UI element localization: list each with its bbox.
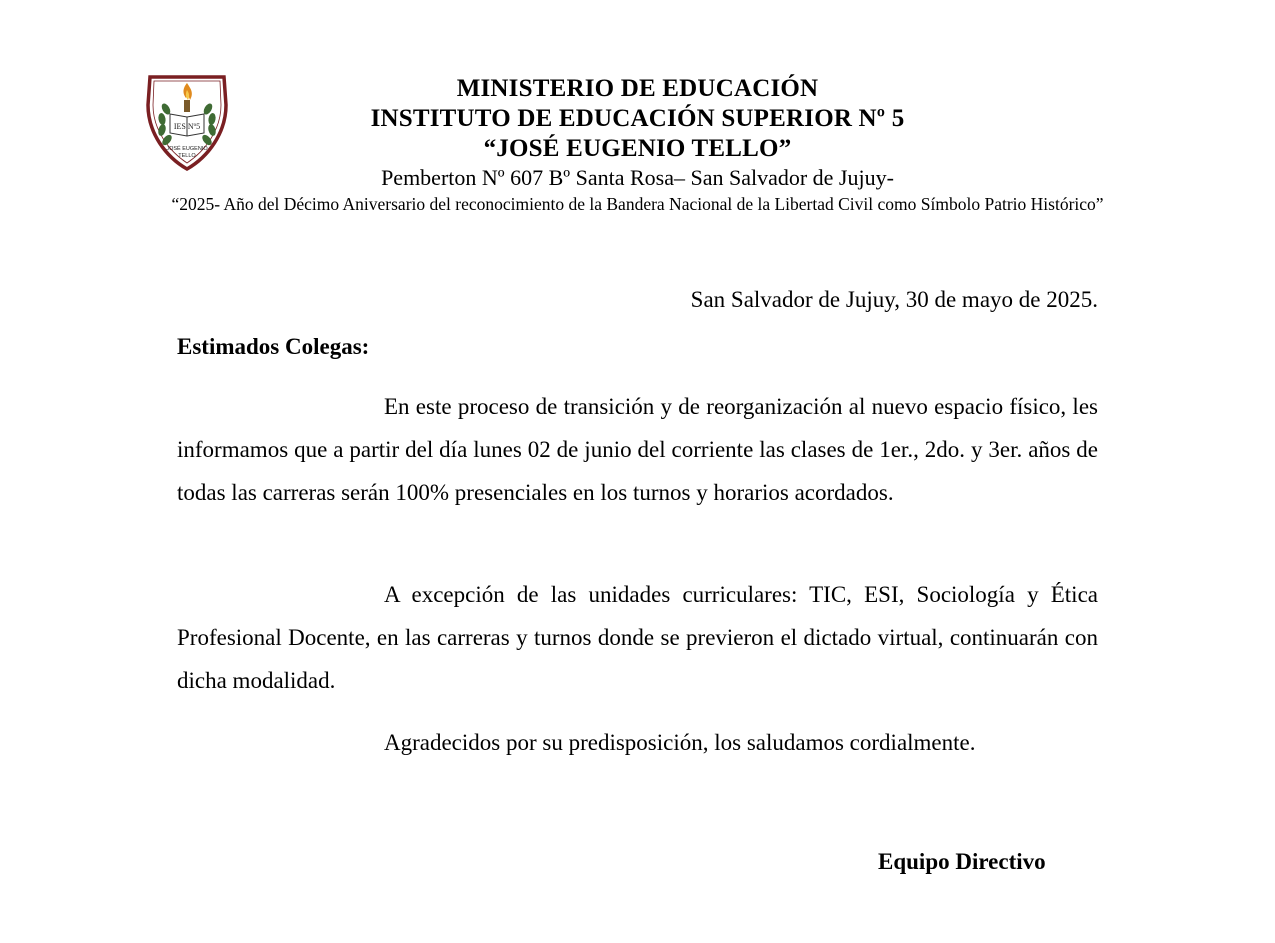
logo-book-text: IES Nº5 <box>173 122 201 131</box>
letter-paragraph-2: A excepción de las unidades curriculares: TIC, ESI, Sociología y Ética Profesional Docente, en las carreras y turnos donde se previeron el dictado virtual, continuarán con dicha modalidad. <box>177 582 1098 693</box>
year-motto: “2025- Año del Décimo Aniversario del reconocimiento de la Bandera Nacional de la Libertad Civil como Símbolo Patrio Histórico” <box>171 194 1104 214</box>
institute-title: INSTITUTO DE EDUCACIÓN SUPERIOR Nº 5 <box>370 105 905 132</box>
letter-paragraph-3: Agradecidos por su predisposición, los saludamos cordialmente. <box>384 730 976 755</box>
letter-greeting: Estimados Colegas: <box>177 334 370 359</box>
ministry-title: MINISTERIO DE EDUCACIÓN <box>456 75 819 102</box>
letter-signature: Equipo Directivo <box>878 849 1046 874</box>
institute-name: “JOSÉ EUGENIO TELLO” <box>483 135 792 162</box>
letterhead <box>140 74 1135 215</box>
logo-ribbon-line1: JOSÉ EUGENIO <box>166 146 208 152</box>
letter-date: San Salvador de Jujuy, 30 de mayo de 2025. <box>690 287 1098 312</box>
letter-paragraph-1: En este proceso de transición y de reorganización al nuevo espacio físico, les informamos que a partir del día lunes 02 de junio del corriente las clases de 1er., 2do. y 3er. años de todas las carreras serán 100% presenciales en los turnos y horarios acordados. <box>177 394 1098 505</box>
institute-address: Pemberton Nº 607 Bº Santa Rosa– San Salvador de Jujuy- <box>381 165 894 190</box>
logo-ribbon-line2: TELLO <box>178 153 196 159</box>
